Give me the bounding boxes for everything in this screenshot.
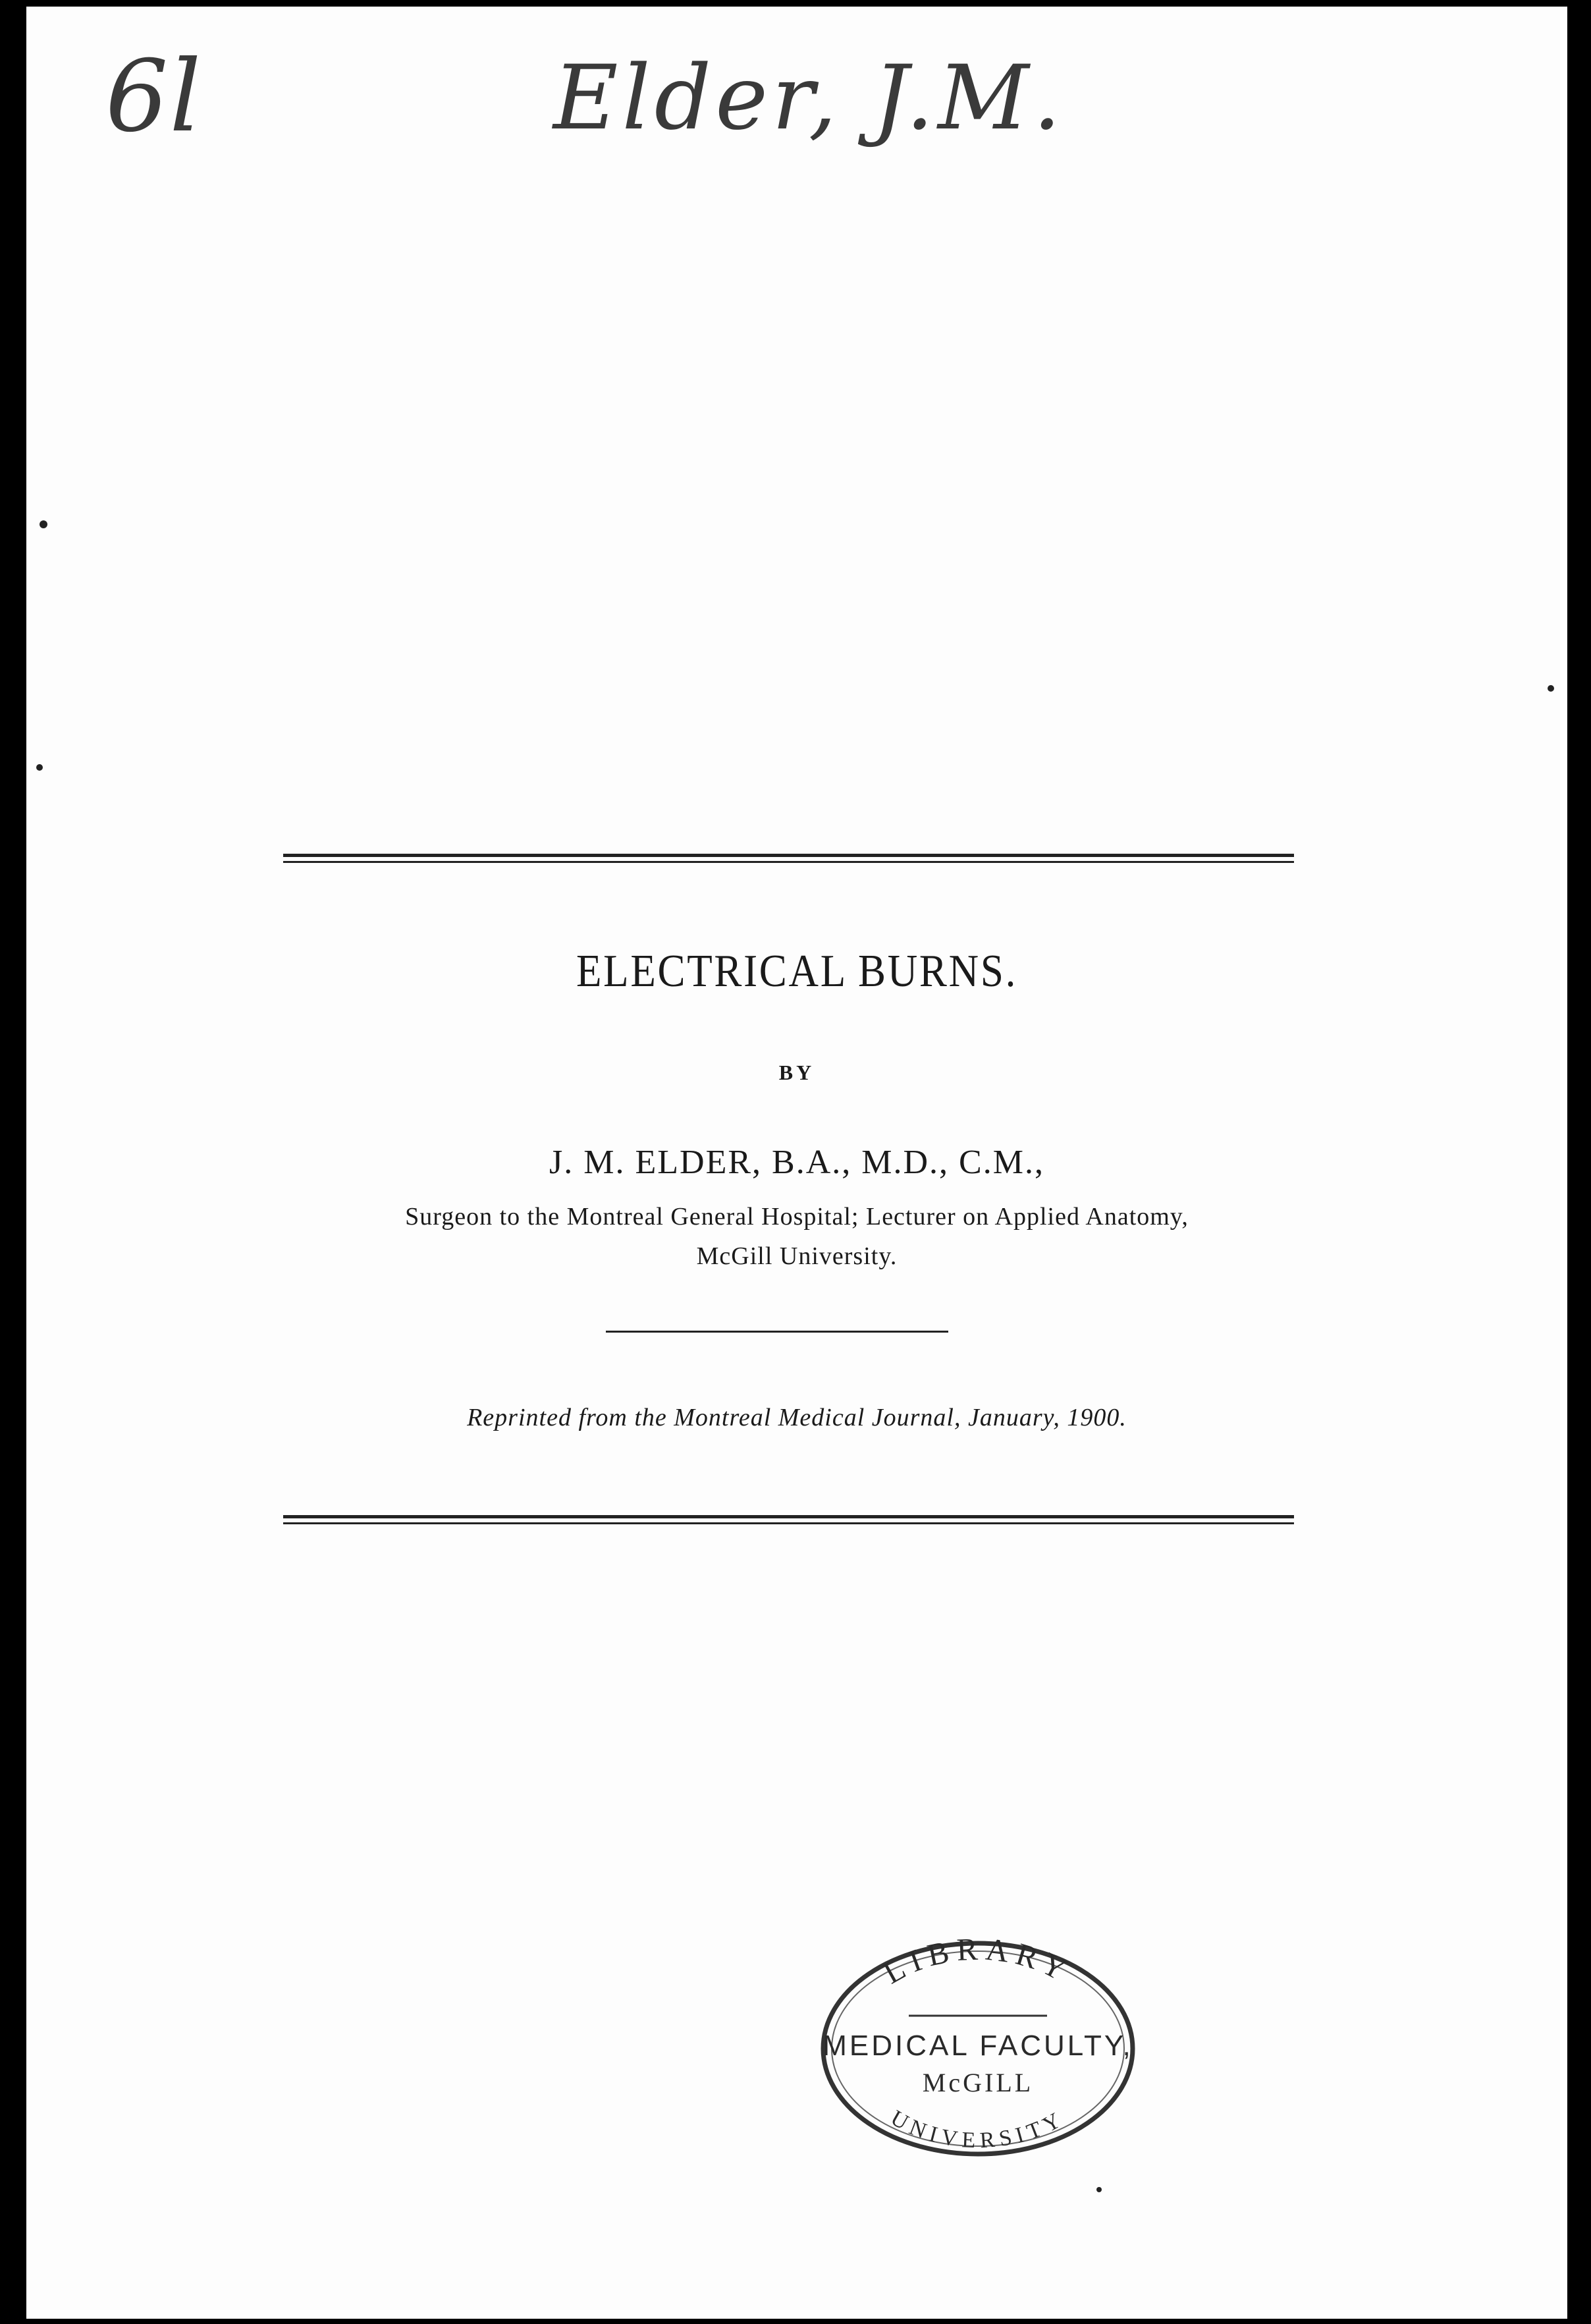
handwritten-author-name: Elder, J.M. (553, 46, 1065, 150)
bottom-double-rule (283, 1515, 1294, 1526)
stamp-top-text: LIBRARY (877, 1931, 1079, 1991)
author-name: J. M. ELDER, B.A., M.D., C.M., (549, 1144, 1044, 1181)
byline-label: BY (778, 1061, 815, 1084)
reprint-note: Reprinted from the Montreal Medical Journal, January, 1900. (467, 1404, 1127, 1431)
scan-speck (40, 520, 47, 528)
stamp-inner-text: McGILL (922, 2068, 1034, 2097)
handwritten-mark: 6l (105, 40, 203, 154)
scan-speck (1096, 2187, 1102, 2192)
scan-speck (1548, 685, 1554, 692)
svg-text:LIBRARY (878, 1931, 1078, 1991)
document-page (26, 7, 1567, 2319)
stamp-bottom-text: UNIVERSITY (886, 2105, 1069, 2153)
author-university: McGill University. (696, 1242, 898, 1270)
separator-rule (606, 1331, 948, 1333)
top-double-rule (283, 854, 1294, 864)
scan-speck (36, 764, 43, 771)
author-affiliation: Surgeon to the Montreal General Hospital; Lecturer on Applied Anatomy, (405, 1203, 1189, 1231)
document-title: ELECTRICAL BURNS. (576, 946, 1018, 997)
library-stamp (810, 1930, 1146, 2167)
stamp-middle-text: MEDICAL FACULTY, (822, 2030, 1133, 2062)
